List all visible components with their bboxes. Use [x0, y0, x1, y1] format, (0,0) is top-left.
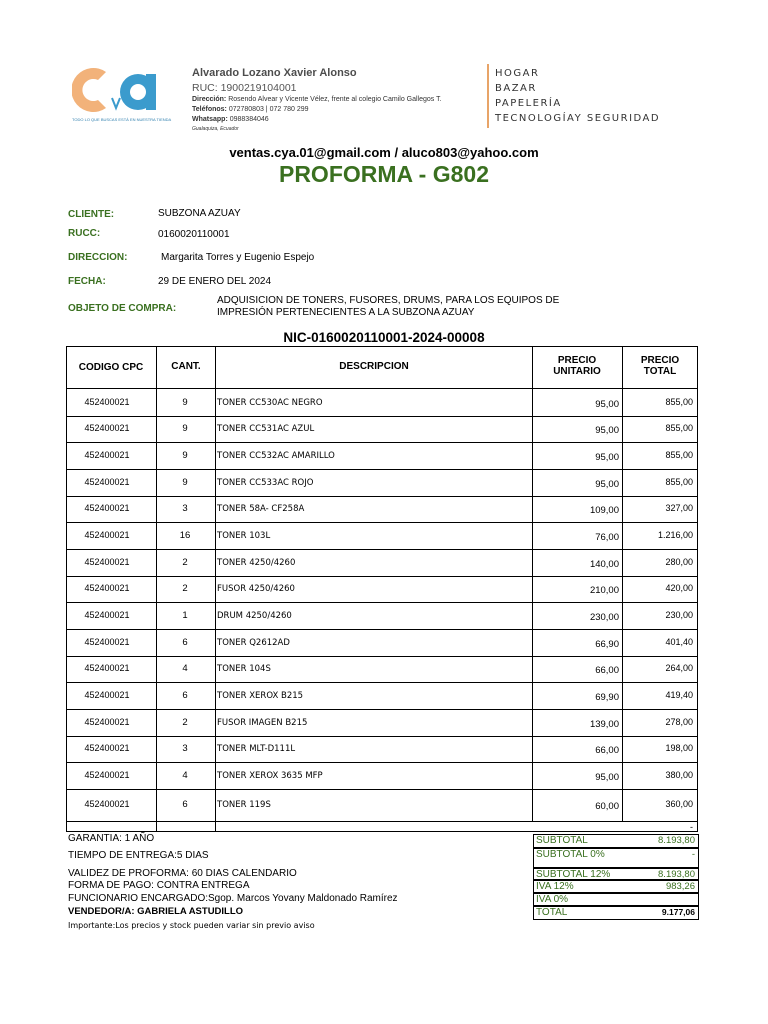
row-code: 452400021: [84, 610, 130, 620]
row-total-price: 264,00: [665, 663, 693, 673]
row-code: 452400021: [84, 477, 130, 487]
objeto-line-2: IMPRESIÓN PERTENECIENTES A LA SUBZONA AZUAY: [217, 307, 475, 318]
row-description: TONER MLT-D111L: [217, 744, 296, 754]
column-divider: [532, 346, 533, 822]
row-total-price: 855,00: [665, 397, 693, 407]
row-divider: [66, 496, 698, 497]
row-quantity: 6: [182, 690, 188, 701]
row-description: FUSOR IMAGEN B215: [217, 718, 308, 728]
header-descripcion: DESCRIPCION: [339, 361, 409, 372]
row-code: 452400021: [84, 743, 130, 753]
company-logo: [72, 62, 164, 124]
row-quantity: 1: [182, 610, 188, 621]
company-name: Alvarado Lozano Xavier Alonso: [192, 67, 357, 79]
row-quantity: 3: [182, 503, 188, 514]
row-divider: [66, 736, 698, 737]
row-divider: [66, 388, 698, 389]
row-code: 452400021: [84, 397, 130, 407]
row-total-price: 1.216,00: [657, 530, 693, 540]
row-total-price: 420,00: [665, 583, 693, 593]
row-description: TONER 103L: [217, 531, 271, 541]
row-quantity: 6: [182, 637, 188, 648]
rucc-label: RUCC:: [68, 228, 101, 239]
row-description: TONER CC530AC NEGRO: [217, 398, 323, 408]
company-phones: Teléfonos: 072780803 | 072 780 299: [192, 106, 309, 113]
direccion-label: DIRECCION:: [68, 252, 128, 263]
row-total-price: 401,40: [665, 637, 693, 647]
row-quantity: 9: [182, 397, 188, 408]
totals-value: 8.193,80: [658, 835, 695, 846]
row-divider: [66, 682, 698, 683]
totals-label: IVA 0%: [536, 894, 569, 905]
row-unit-price: 139,00: [589, 719, 619, 730]
row-total-price: 230,00: [665, 610, 693, 620]
row-total-price: 198,00: [665, 743, 693, 753]
row-quantity: 16: [179, 530, 191, 541]
cliente-value: SUBZONA AZUAY: [158, 208, 241, 219]
row-quantity: 3: [182, 743, 188, 754]
row-unit-price: 60,00: [595, 801, 619, 812]
row-description: FUSOR 4250/4260: [217, 584, 295, 594]
category-divider: [487, 64, 489, 128]
company-address: Dirección: Rosendo Alvear y Vicente Vélez, frente al colegio Camilo Gallegos T.: [192, 96, 442, 103]
row-divider: [66, 789, 698, 790]
totals-value: 9.177,06: [661, 907, 695, 917]
row-total-price: 280,00: [665, 557, 693, 567]
category-bazar: BAZAR: [495, 83, 537, 94]
totals-label: IVA 12%: [536, 881, 574, 892]
row-code: 452400021: [84, 530, 130, 540]
row-code: 452400021: [84, 423, 130, 433]
row-unit-price: 95,00: [595, 772, 619, 783]
row-total-price: 855,00: [665, 450, 693, 460]
nic-number: NIC-0160020110001-2024-00008: [283, 330, 485, 345]
validez: VALIDEZ DE PROFORMA: 60 DIAS CALENDARIO: [68, 868, 297, 879]
page-title: PROFORMA - G802: [278, 161, 489, 187]
row-divider: [66, 709, 698, 710]
row-code: 452400021: [84, 583, 130, 593]
row-unit-price: 95,00: [595, 479, 619, 490]
row-total-price: 278,00: [665, 717, 693, 727]
header-codigo: CODIGO CPC: [78, 362, 144, 373]
vendedor: VENDEDOR/A: GABRIELA ASTUDILLO: [68, 906, 244, 917]
row-unit-price: 109,00: [589, 505, 619, 516]
row-total-price: 360,00: [665, 799, 693, 809]
row-code: 452400021: [84, 637, 130, 647]
row-divider: [66, 576, 698, 577]
forma-pago: FORMA DE PAGO: CONTRA ENTREGA: [68, 880, 250, 891]
row-unit-price: 210,00: [589, 585, 619, 596]
row-description: TONER CC532AC AMARILLO: [217, 451, 335, 461]
row-code: 452400021: [84, 663, 130, 673]
funcionario: FUNCIONARIO ENCARGADO:Sgop. Marcos Yovany Maldonado Ramírez: [68, 893, 398, 904]
important-note: Importante:Los precios y stock pueden variar sin previo aviso: [68, 921, 315, 930]
row-divider: [66, 416, 698, 417]
row-divider: [66, 469, 698, 470]
company-whatsapp: Whatsapp: 0988384046: [192, 116, 269, 123]
totals-label: SUBTOTAL 0%: [536, 849, 605, 860]
tiempo-entrega: TIEMPO DE ENTREGA:5 DIAS: [68, 850, 209, 861]
row-description: TONER 58A- CF258A: [217, 504, 305, 514]
row-unit-price: 76,00: [595, 532, 619, 543]
totals-label: TOTAL: [536, 907, 568, 918]
row-divider: [66, 602, 698, 603]
row-code: 452400021: [84, 717, 130, 727]
category-hogar: HOGAR: [495, 68, 540, 79]
row-unit-price: 230,00: [589, 612, 619, 623]
contact-emails: ventas.cya.01@gmail.com / aluco803@yahoo.com: [229, 145, 539, 160]
row-description: TONER XEROX B215: [217, 691, 304, 701]
category-tecnologia: TECNOLOGÍAY SEGURIDAD: [495, 113, 661, 124]
company-city: Gualaquiza, Ecuador: [192, 126, 239, 132]
row-code: 452400021: [84, 690, 130, 700]
totals-value: 983,26: [665, 881, 695, 892]
row-unit-price: 66,00: [595, 745, 619, 756]
row-quantity: 2: [182, 717, 188, 728]
row-quantity: 6: [182, 799, 188, 810]
totals-label: SUBTOTAL 12%: [536, 869, 611, 880]
row-divider: [66, 522, 698, 523]
row-unit-price: 66,90: [595, 639, 619, 650]
row-code: 452400021: [84, 770, 130, 780]
row-description: TONER 104S: [217, 664, 271, 674]
row-quantity: 9: [182, 423, 188, 434]
direccion-value: Margarita Torres y Eugenio Espejo: [161, 252, 315, 263]
row-total-price: 855,00: [665, 477, 693, 487]
row-description: TONER CC531AC AZUL: [217, 424, 315, 434]
row-quantity: 9: [182, 450, 188, 461]
row-description: TONER Q2612AD: [217, 638, 290, 648]
garantia: GARANTIA: 1 AÑO: [68, 833, 155, 844]
row-description: TONER XEROX 3635 MFP: [217, 771, 323, 781]
row-unit-price: 95,00: [595, 452, 619, 463]
header-cantidad: CANT.: [171, 361, 201, 372]
row-total-price: 327,00: [665, 503, 693, 513]
row-quantity: 2: [182, 557, 188, 568]
row-total-price: 380,00: [665, 770, 693, 780]
header-precio-unitario: PRECIO UNITARIO: [553, 355, 601, 377]
totals-label: SUBTOTAL: [536, 835, 588, 846]
row-unit-price: 95,00: [595, 425, 619, 436]
row-unit-price: 95,00: [595, 399, 619, 410]
row-description: TONER 4250/4260: [217, 558, 296, 568]
totals-value: 8.193,80: [658, 869, 695, 880]
row-last-total: -: [690, 822, 693, 832]
row-divider: [66, 629, 698, 630]
fecha-value: 29 DE ENERO DEL 2024: [158, 276, 272, 287]
row-quantity: 9: [182, 477, 188, 488]
row-quantity: 4: [182, 663, 188, 674]
row-code: 452400021: [84, 557, 130, 567]
row-unit-price: 66,00: [595, 665, 619, 676]
row-description: DRUM 4250/4260: [217, 611, 292, 621]
row-quantity: 4: [182, 770, 188, 781]
row-divider: [66, 762, 698, 763]
row-total-price: 419,40: [665, 690, 693, 700]
company-ruc: RUC: 1900219104001: [192, 82, 297, 94]
objeto-label: OBJETO DE COMPRA:: [68, 303, 177, 314]
row-description: TONER 119S: [217, 800, 271, 810]
totals-value: -: [691, 849, 695, 860]
cliente-label: CLIENTE:: [68, 209, 115, 220]
logo-tagline: TODO LO QUE BUSCAS ESTÁ EN NUESTRA TIENDA: [72, 117, 172, 122]
row-unit-price: 69,90: [595, 692, 619, 703]
rucc-value: 0160020110001: [158, 229, 230, 240]
row-divider: [66, 549, 698, 550]
column-divider: [215, 346, 216, 832]
row-code: 452400021: [84, 450, 130, 460]
row-total-price: 855,00: [665, 423, 693, 433]
category-papeleria: PAPELERÍA: [495, 98, 562, 109]
row-code: 452400021: [84, 503, 130, 513]
row-divider: [66, 656, 698, 657]
row-quantity: 2: [182, 583, 188, 594]
header-precio-total: PRECIO TOTAL: [640, 355, 680, 377]
row-unit-price: 140,00: [589, 559, 619, 570]
row-code: 452400021: [84, 799, 130, 809]
objeto-line-1: ADQUISICION DE TONERS, FUSORES, DRUMS, PARA LOS EQUIPOS DE: [217, 295, 560, 306]
row-divider: [66, 821, 698, 822]
row-description: TONER CC533AC ROJO: [217, 478, 314, 488]
fecha-label: FECHA:: [68, 276, 106, 287]
row-divider: [66, 442, 698, 443]
